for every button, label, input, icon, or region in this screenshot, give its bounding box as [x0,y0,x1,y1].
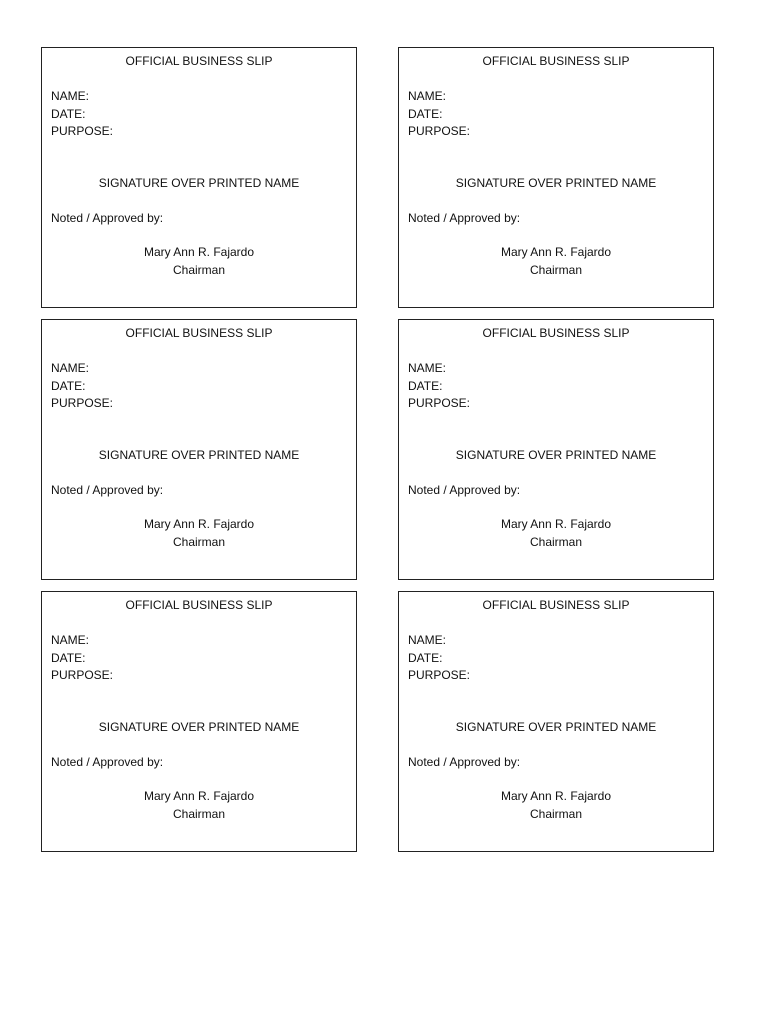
slip-fields [51,88,113,141]
approved-by-label: Noted / Approved by: [408,211,521,225]
name-label: NAME: [51,89,90,103]
date-label: DATE: [51,378,86,393]
slip-fields [51,632,113,685]
approver-name: Mary Ann R. Fajardo [143,517,255,531]
slip-fields [408,360,470,413]
date-label: DATE: [51,650,86,665]
purpose-label: PURPOSE: [408,124,471,138]
slip-title: OFFICIAL BUSINESS SLIP [482,598,630,612]
signature-label: SIGNATURE OVER PRINTED NAME [98,176,300,190]
slip-title: OFFICIAL BUSINESS SLIP [125,326,273,340]
date-label: DATE: [408,106,443,121]
approver-name: Mary Ann R. Fajardo [500,789,612,803]
slip-fields [408,632,470,685]
approver-title: Chairman [529,534,583,549]
date-label: DATE: [408,650,443,665]
date-label: DATE: [51,106,86,121]
approver-block [42,244,356,279]
approver-title: Chairman [172,534,226,549]
signature-label: SIGNATURE OVER PRINTED NAME [98,448,300,462]
approved-by-label: Noted / Approved by: [408,483,521,497]
approved-by-label: Noted / Approved by: [408,755,521,769]
approved-by-label: Noted / Approved by: [51,755,164,769]
approved-by-label: Noted / Approved by: [51,483,164,497]
signature-label: SIGNATURE OVER PRINTED NAME [455,720,657,734]
business-slip-6 [398,591,714,852]
slip-title: OFFICIAL BUSINESS SLIP [482,326,630,340]
name-label: NAME: [408,89,447,103]
purpose-label: PURPOSE: [408,668,471,682]
approver-title: Chairman [529,806,583,821]
approver-title: Chairman [172,806,226,821]
slip-fields [51,360,113,413]
approver-name: Mary Ann R. Fajardo [143,789,255,803]
slip-title: OFFICIAL BUSINESS SLIP [125,54,273,68]
name-label: NAME: [408,361,447,375]
slip-fields [408,88,470,141]
date-label: DATE: [408,378,443,393]
slip-title: OFFICIAL BUSINESS SLIP [125,598,273,612]
name-label: NAME: [51,633,90,647]
approver-name: Mary Ann R. Fajardo [143,245,255,259]
name-label: NAME: [408,633,447,647]
purpose-label: PURPOSE: [51,668,114,682]
business-slip-3 [41,319,357,580]
business-slip-2 [398,47,714,308]
purpose-label: PURPOSE: [51,396,114,410]
purpose-label: PURPOSE: [51,124,114,138]
approved-by-label: Noted / Approved by: [51,211,164,225]
approver-block [399,244,713,279]
name-label: NAME: [51,361,90,375]
business-slip-1 [41,47,357,308]
business-slip-4 [398,319,714,580]
business-slip-5 [41,591,357,852]
purpose-label: PURPOSE: [408,396,471,410]
approver-name: Mary Ann R. Fajardo [500,517,612,531]
approver-block [399,516,713,551]
slip-title: OFFICIAL BUSINESS SLIP [482,54,630,68]
approver-block [399,788,713,823]
signature-label: SIGNATURE OVER PRINTED NAME [98,720,300,734]
signature-label: SIGNATURE OVER PRINTED NAME [455,448,657,462]
approver-title: Chairman [529,262,583,277]
approver-block [42,516,356,551]
approver-title: Chairman [172,262,226,277]
approver-name: Mary Ann R. Fajardo [500,245,612,259]
signature-label: SIGNATURE OVER PRINTED NAME [455,176,657,190]
approver-block [42,788,356,823]
